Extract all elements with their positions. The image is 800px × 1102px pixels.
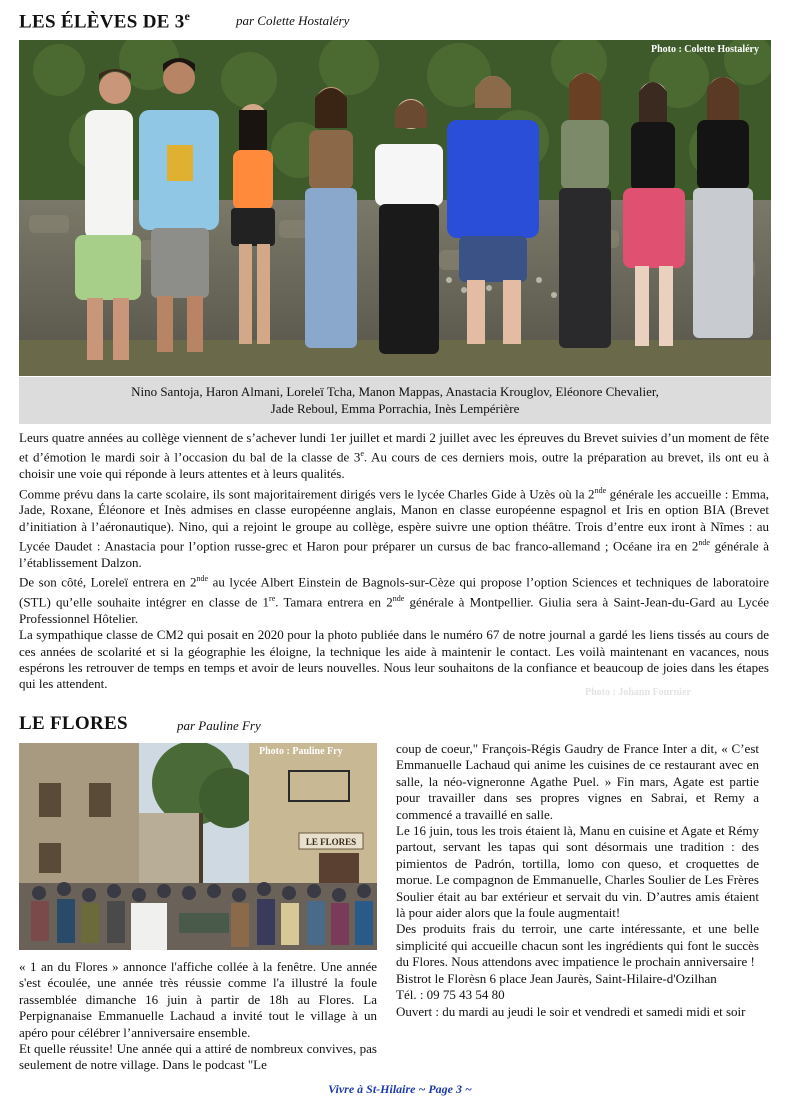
article2-left-column xyxy=(19,959,377,1074)
title-superscript: e xyxy=(184,9,191,23)
caption-line-1: Nino Santoja, Haron Almani, Loreleï Tcha, Manon Mappas, Anastacia Krouglov, Eléonore Chevalier, xyxy=(131,384,659,399)
page-footer: Vivre à St-Hilaire ~ Page 3 ~ xyxy=(328,1082,472,1096)
article1-body xyxy=(19,430,769,693)
faded-photo-credit: Photo : Johann Fournier xyxy=(585,687,691,698)
paragraph-anniversaire: « 1 an du Flores » annonce l'affiche collée à la fenêtre. Une année s'est écoulée, une année très réussie comme l'a illustré la foule rassemblée dimanche 16 juin à partir de 18h au Flores. La Perpignanaise Emmanuelle Lachaud a invité tout le village à un apéro pour célébrer l’anniversaire ensemble. xyxy=(19,959,377,1040)
students-illustration xyxy=(19,40,771,376)
flores-illustration xyxy=(19,743,377,950)
paragraph-orientation: Comme prévu dans la carte scolaire, ils sont majoritairement dirigés vers le lycée Charles Gide à Uzès où la 2nde générale les accueille : Emma, Jade, Roxane, Éléonore et Inès admises en classe européenne anglais, Manon en classe européenne espagnol et Iris en option BIA (Brevet d’initiation à l’aéronautique). Nino, qui a rejoint le groupe au collège, espère suivre une option théâtre. Trois d’entre eux iront à Nîmes : au Lycée Daudet : Anastacia pour l’option russe-grec et Haron pour préparer un cursus de bac franco-allemand ; Océane ira en 2nde générale à l’établissement Dalzon. xyxy=(19,485,769,570)
article2-right-column xyxy=(396,741,759,1020)
paragraph-produits: Des produits frais du terroir, une carte intéressante, et une belle simplicité qui accueille chacun sont les ingrédients qui font le succès du Flores. Nous attendons avec impatience le prochain anniversaire ! xyxy=(396,921,759,970)
group-photo-students xyxy=(19,40,771,376)
address-line: Bistrot le Florèsn 6 place Jean Jaurès, Saint-Hilaire-d'Ozilhan xyxy=(396,970,717,986)
byline-hostalery: par Colette Hostaléry xyxy=(236,13,350,28)
flores-sign: LE FLORES xyxy=(305,837,357,847)
paragraph-16-juin: Le 16 juin, tous les trois étaient là, Manu en cuisine et Agate et Rémy partout, servant les tapas qui sont désormais une tradition : des pimientos de Padrón, tortilla, lomo con queso, et croquettes de morue. Le compagnon de Emmanuelle, Charles Soulier de Les Frères Soulier était au bar extérieur et servait du vin. D’autres amis étaient là pour aider alors que la foule augmentait! xyxy=(396,823,759,921)
byline-fry: par Pauline Fry xyxy=(177,718,261,733)
caption-line-2: Jade Reboul, Emma Porrachia, Inès Lempérière xyxy=(270,401,520,416)
phone-line: Tél. : 09 75 43 54 80 xyxy=(396,987,505,1003)
article-title-flores: LE FLORES xyxy=(19,713,128,734)
paragraph-conclusion: La sympathique classe de CM2 qui posait en 2020 pour la photo publiée dans le numéro 67 de notre journal a gardé les liens tissés au cours de ces années de scolarité et si la géographie les éloigne, la technique les aide à maintenir le contact. Les voilà maintenant en vacances, nous espérons les retrouver de temps en temps et avoir de leurs nouvelles. Nous leur souhaitons de la confiance et beaucoup de joies dans les étapes qui les attendent. xyxy=(19,627,769,692)
article-title-eleves: LES ÉLÈVES DE 3e xyxy=(19,9,191,33)
paragraph-reussite: Et quelle réussite! Une année qui a attiré de nombreux convives, pas seulement de notre village. Dans le podcast "Le xyxy=(19,1041,377,1073)
opening-hours: Ouvert : du mardi au jeudi le soir et vendredi et samedi midi et soir xyxy=(396,1003,746,1019)
paragraph-coup-de-coeur: coup de coeur," François-Régis Gaudry de France Inter a dit, « C’est Emmanuelle Lachaud qui anime les cuisines de ce restaurant avec en salle, la néo-vigneronne Agathe Puel. » Fin mars, Agate est partie pour travailler dans ses propres vignes en Sabrai, et Remy a commencé a travaillé en salle. xyxy=(396,741,759,822)
photo-credit-fry: Photo : Pauline Fry xyxy=(259,746,343,757)
photo-caption-names xyxy=(19,377,771,424)
paragraph-intro: Leurs quatre années au collège viennent de s’achever lundi 1er juillet et mardi 2 juillet avec les épreuves du Brevet suivies d’un moment de fête et d’émotion le mardi soir à l’occasion du bal de la classe de 3e. Au cours de ces derniers mois, outre la préparation au brevet, ils ont eu à choisir une voie qui réponde à leurs attentes et à leurs qualités. xyxy=(19,430,769,482)
photo-credit-hostalery: Photo : Colette Hostaléry xyxy=(650,44,759,55)
paragraph-lorelei: De son côté, Loreleï entrera en 2nde au lycée Albert Einstein de Bagnols-sur-Cèze qui propose l’option Sciences et techniques de laboratoire (STL) qu’elle souhaite intégrer en classe de 1re. Tamara entrera en 2nde générale à Montpellier. Giulia sera à Saint-Jean-du-Gard au Lycée Professionnel Hôtelier. xyxy=(19,574,770,626)
photo-flores-crowd xyxy=(19,743,377,950)
